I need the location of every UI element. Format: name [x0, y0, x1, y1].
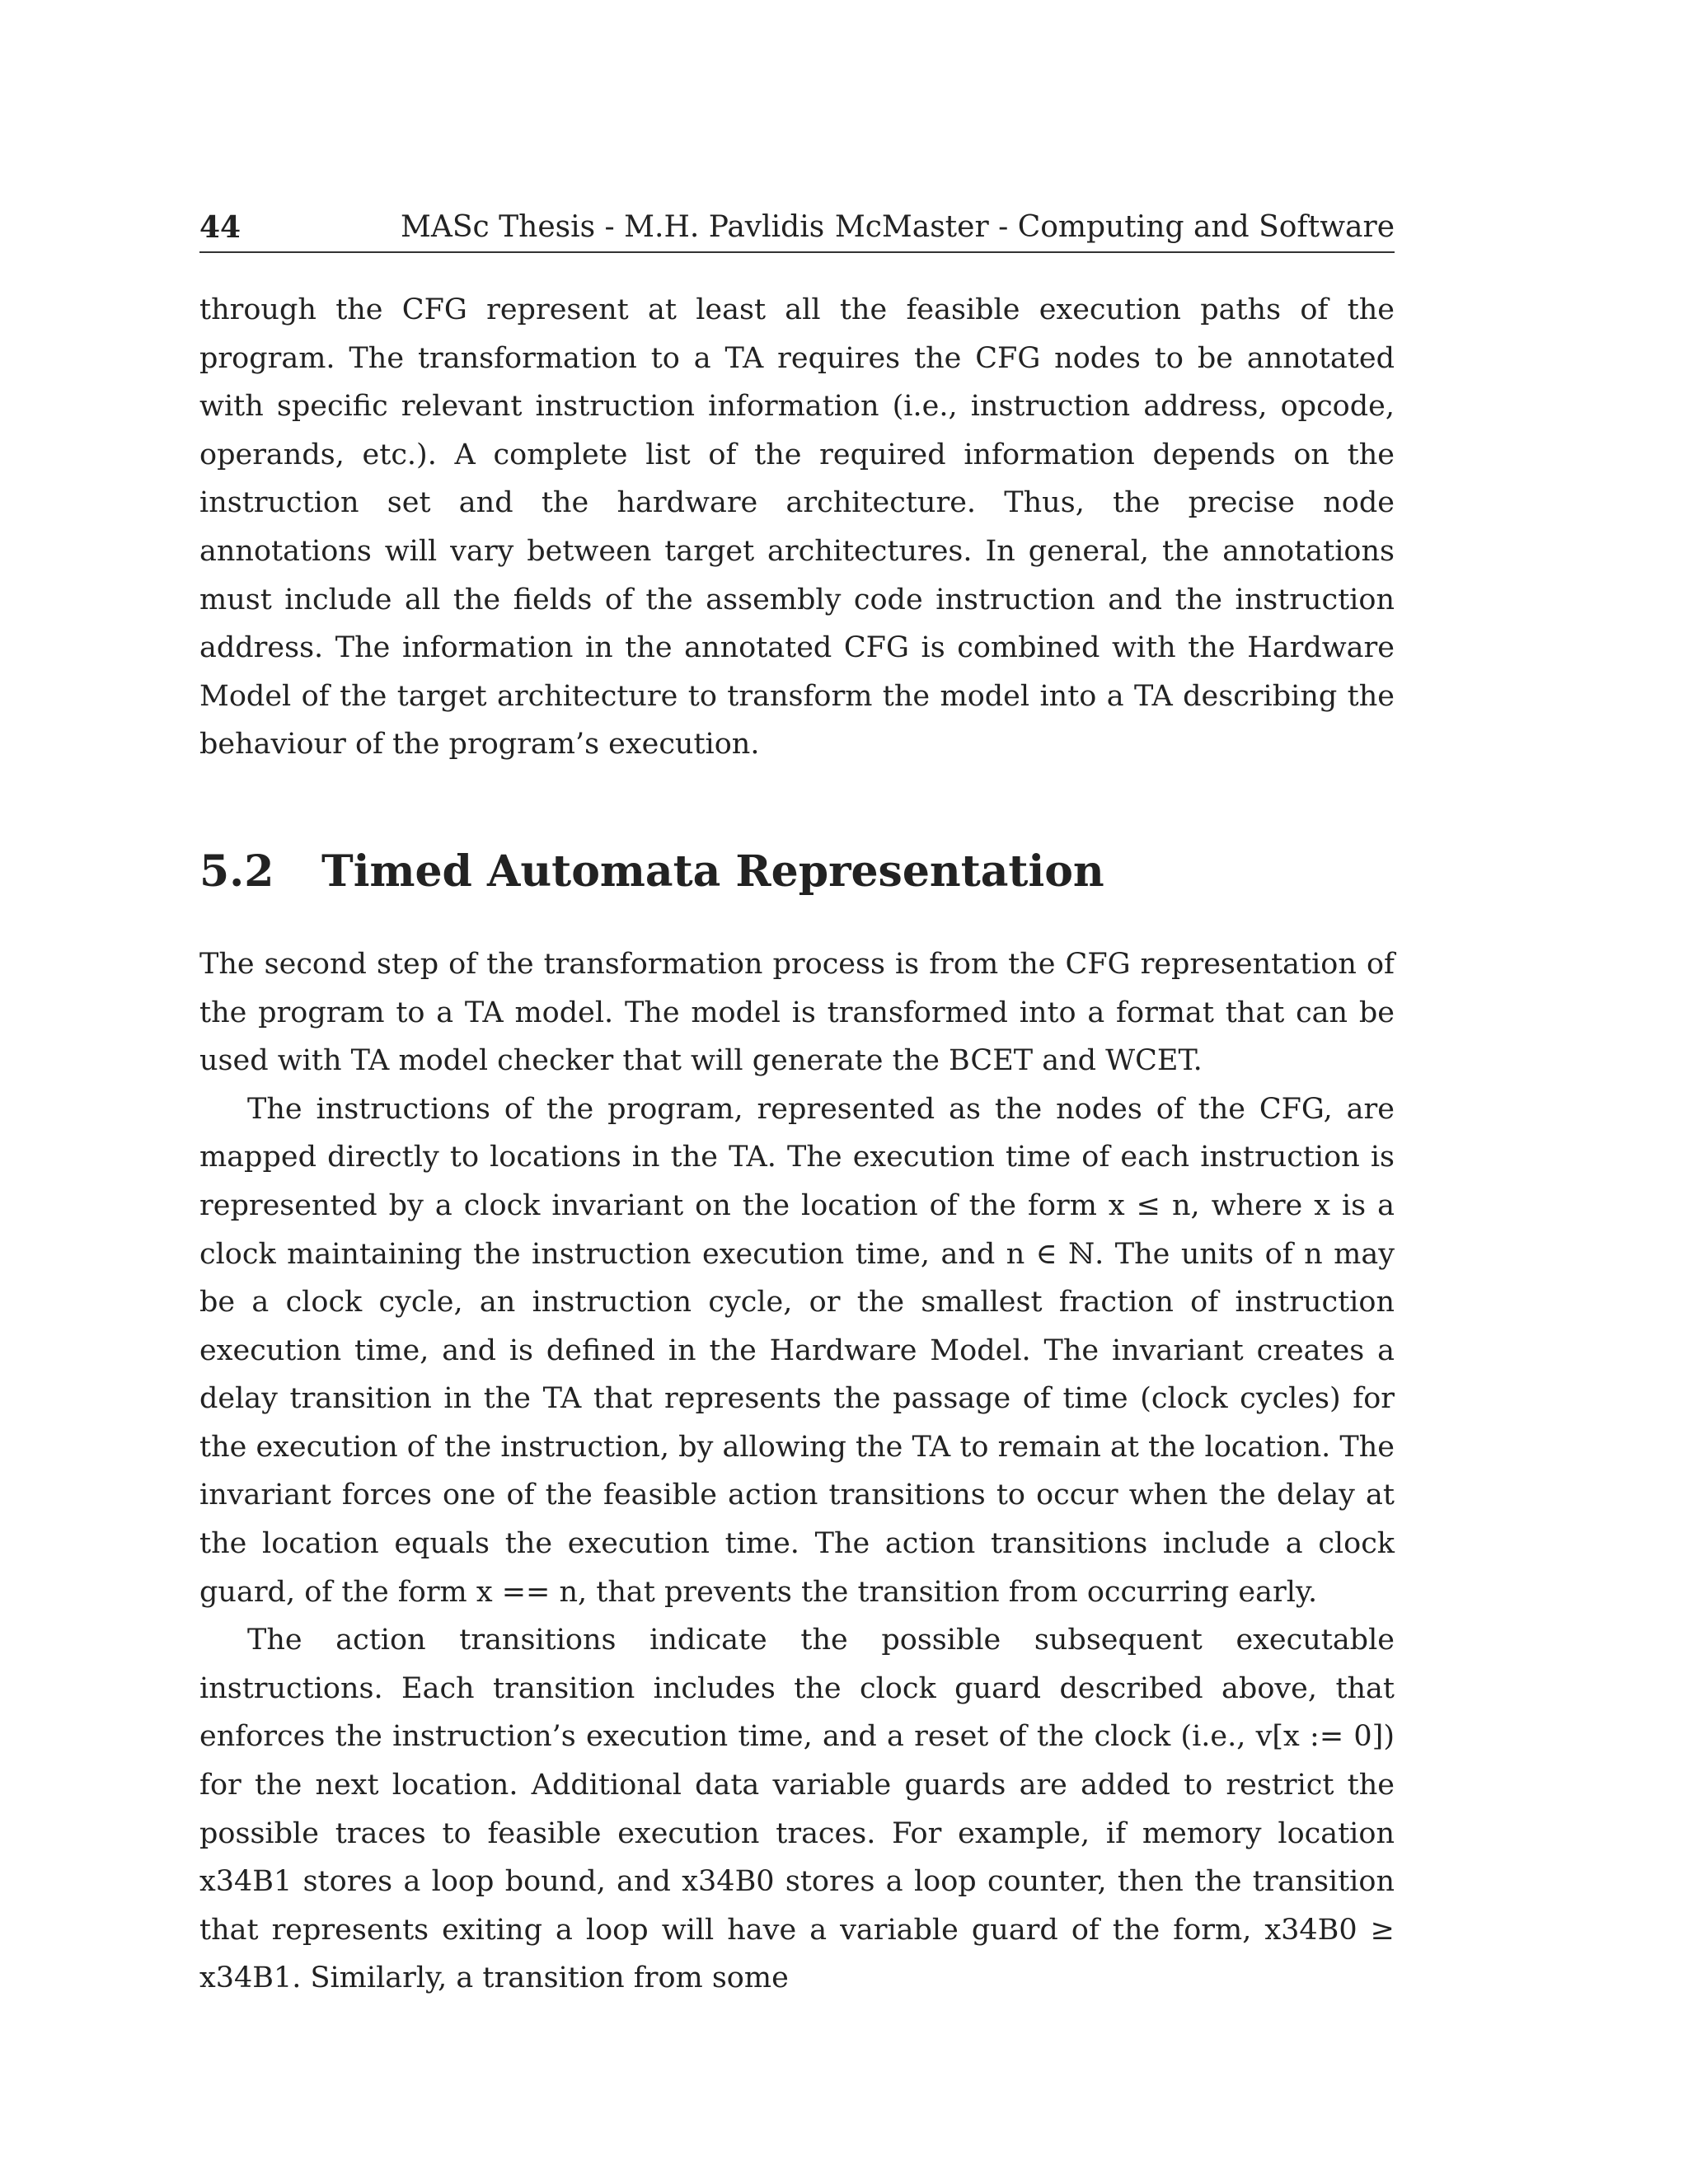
- section-number: 5.2: [199, 846, 274, 897]
- running-header: [199, 210, 1395, 253]
- paragraph-instruction-mapping: The instructions of the program, represented as the nodes of the CFG, are mapped directly to locations in the TA. The execution time of each instruction is represented by a clock invariant on the location of the form x ≤ n, where x is a clock maintaining the instruction execution time, and n ∈ ℕ. The units of n may be a clock cycle, an instruction cycle, or the smallest fraction of instruction execution time, and is defined in the Hardware Model. The invariant creates a delay transition in the TA that represents the passage of time (clock cycles) for the execution of the instruction, by allowing the TA to remain at the location. The invariant forces one of the feasible action transitions to occur when the delay at the location equals the execution time. The action transitions include a clock guard, of the form x == n, that prevents the transition from occurring early.: [199, 1092, 1395, 1609]
- paragraph-action-transitions: The action transitions indicate the possible subsequent executable instructions. Each transition includes the clock guard described above, that enforces the instruction’s execution time, and a reset of the clock (i.e., v[x := 0]) for the next location. Additional data variable guards are added to restrict the possible traces to feasible execution traces. For example, if memory location x34B1 stores a loop bound, and x34B0 stores a loop counter, then the transition that represents exiting a loop will have a variable guard of the form, x34B0 ≥ x34B1. Similarly, a transition from some: [199, 1624, 1395, 1995]
- body-text: [199, 286, 1395, 2003]
- section-title: Timed Automata Representation: [321, 846, 1104, 897]
- header-thesis-title: MASc Thesis - M.H. Pavlidis: [401, 210, 825, 244]
- page-number: 44: [199, 210, 241, 245]
- header-department: McMaster - Computing and Software: [834, 210, 1395, 244]
- paragraph-transformation-step: The second step of the transformation process is from the CFG representation of the program to a TA model. The model is transformed into a format that can be used with TA model checker that will generate the BCET and WCET.: [199, 947, 1395, 1078]
- thesis-page: [199, 210, 1395, 2003]
- section-heading: [199, 847, 1395, 897]
- paragraph-cfg-annotations: through the CFG represent at least all the feasible execution paths of the program. The transformation to a TA requires the CFG nodes to be annotated with specific relevant instruction information (i.e., instruction address, opcode, operands, etc.). A complete list of the required information depends on the instruction set and the hardware architecture. Thus, the precise node annotations will vary between target architectures. In general, the annotations must include all the fields of the assembly code instruction and the instruction address. The information in the annotated CFG is combined with the Hardware Model of the target architecture to transform the model into a TA describing the behaviour of the program’s execution.: [199, 293, 1395, 762]
